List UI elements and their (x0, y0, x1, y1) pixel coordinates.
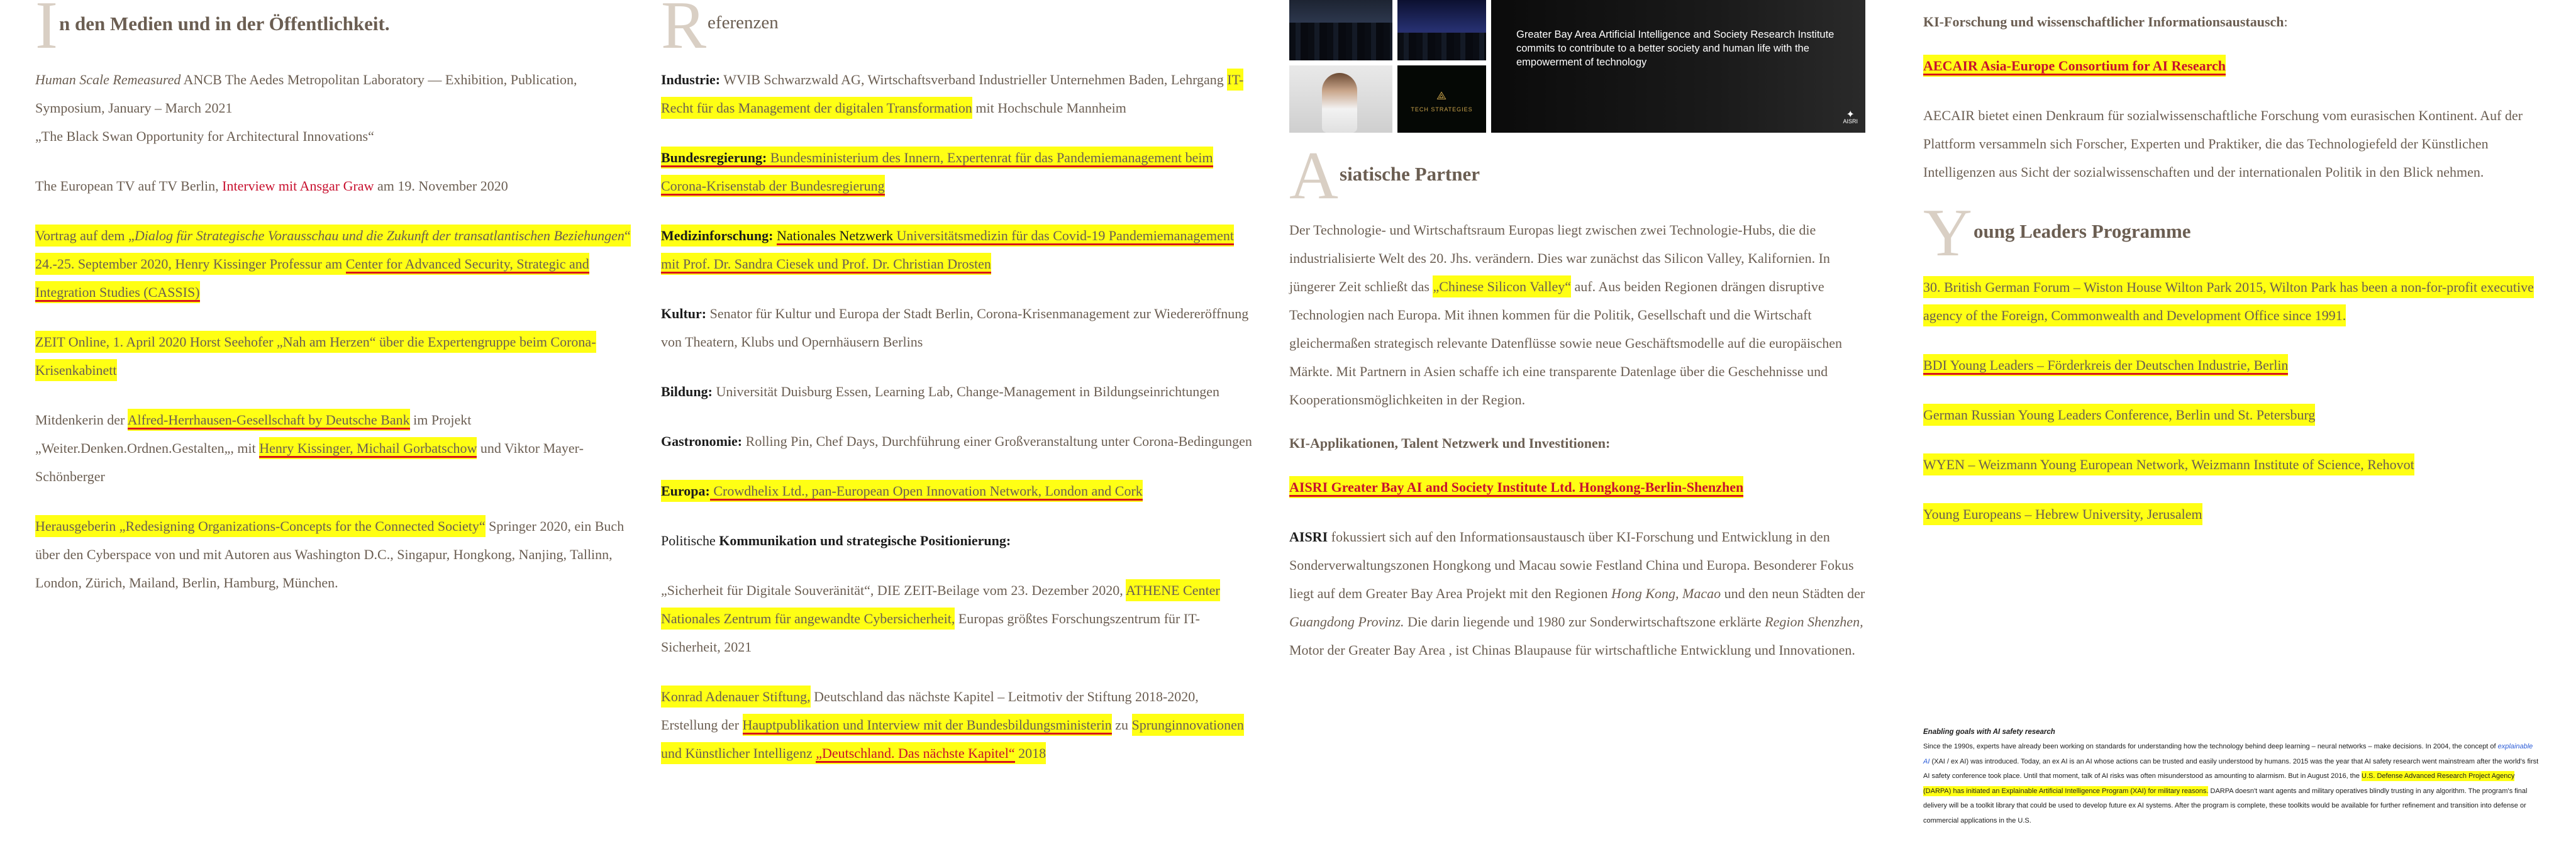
aisri-banner-image (1491, 0, 1865, 133)
section-heading-asian-partners (1289, 138, 1865, 213)
snippet-body: Since the 1990s, experts have already been working on standards for understanding how the technology behind deep learning – neural networks – make decisions. In 2004, the concept of explainable AI (XAI / ex AI) was introduced. Today, an ex AI is an AI whose actions can be trusted and easily understood by humans. 2015 was the year that AI safety research went mainstream after the world's first AI safety conference took place. Until that moment, talk of AI risks was often misunderstood as amounting to alarmism. But in August 2016, the U.S. Defense Advanced Research Project Agency (DARPA) has initiated an Explainable Artificial Intelligence Program (XAI) for military reasons. DARPA doesn't want agents and military operatives blindly trusting in any algorithm. The program's final delivery will be a toolkit library that could be used to develop future ex AI systems. After the program is complete, these toolkits would be available for further refinement and transition into defense or commercial applications in the U.S. (1923, 743, 2539, 825)
section-heading-young-leaders (1923, 196, 2540, 270)
media-entry-tv: The European TV auf TV Berlin, Interview mit Ansgar Graw am 19. November 2020 (35, 178, 508, 194)
column-research (1923, 0, 2540, 550)
ref-europa: Europa: Crowdhelix Ltd., pan-European Open Innovation Network, London and Cork (661, 477, 1255, 505)
ref-politik-heading: Politische Kommunikation und strategische Positionierung: (661, 533, 1011, 548)
tech-strategies-logo-image: ⟁ TECH STRATEGIES (1397, 65, 1486, 133)
column-asian-partners (1289, 0, 1865, 686)
ref-industrie: Industrie: WVIB Schwarzwald AG, Wirtschaftsverband Industrieller Unternehmen Baden, Lehrgang IT-Recht für das Management der digitalen Transformation mit Hochschule Mannheim (661, 65, 1255, 122)
banner-caption: Greater Bay Area Artificial Intelligence and Society Research Institute commits to contribute to a better society and human life with the empowerment of technology (1516, 29, 1835, 68)
column-media (35, 0, 636, 618)
ref-bildung: Bildung: Universität Duisburg Essen, Learning Lab, Change-Management in Bildungseinrichtungen (661, 384, 1220, 399)
column-references (661, 0, 1255, 789)
media-entry-zeit: ZEIT Online, 1. April 2020 Horst Seehofer „Nah am Herzen“ über die Expertengruppe beim Corona-Krisenkabinett (35, 328, 636, 384)
aisri-description: AISRI fokussiert sich auf den Informationsaustausch über KI-Forschung und Entwicklung in den Sonderverwaltungszonen Hongkong und Macau sowie Festland China und Europa. Besonderer Fokus liegt auf dem Greater Bay Area Projekt mit den Regionen Hong Kong, Macao und den neun Städten der Guangdong Provinz. Die darin liegende und 1980 zur Sonderwirtschaftszone erklärte Region Shenzhen, Motor der Greater Bay Area , ist Chinas Blaupause für wirtschaftliche Entwicklung und Innovationen. (1289, 529, 1865, 658)
section-heading-references (661, 0, 1255, 63)
young-leaders-item: German Russian Young Leaders Conference, Berlin und St. Petersburg (1923, 401, 2540, 429)
ref-bundesregierung: Bundesregierung: Bundesministerium des Innern, Expertenrat für das Pandemiemanagement beim Corona-Krisenstab der Bundesregierung (661, 143, 1255, 200)
hauptpublikation-link[interactable]: Hauptpublikation und Interview mit der Bundesbildungsministerin (743, 717, 1112, 735)
drop-cap: I (35, 0, 58, 63)
heading-text: n den Medien und in der Öffentlichkeit. (58, 13, 390, 35)
media-entry-book: Herausgeberin „Redesigning Organizations-Concepts for the Connected Society“ Springer 2020, ein Buch über den Cyberspace von und mit Autoren aus Washington D.C., Singapur, Hongkong, Nanjing, Tallinn, London, Zürich, Mailand, Berlin, Hamburg, München. (35, 512, 636, 597)
city-skyline-image (1289, 0, 1392, 60)
aecair-entry (1923, 52, 2540, 80)
young-leaders-item: 30. British German Forum – Wiston House Wilton Park 2015, Wilton Park has been a non-for-profit executive agency of the Foreign, Commonwealth and Development Office since 1991. (1923, 273, 2540, 330)
city-night-image (1397, 0, 1486, 60)
article-snippet (1923, 728, 2540, 828)
cassis-link[interactable]: Center for Advanced Security, Strategic and Integration Studies (CASSIS) (35, 256, 589, 302)
image-strip (1289, 0, 1865, 133)
drop-cap: R (661, 0, 707, 63)
drop-cap: Y (1923, 196, 1972, 270)
snippet-title: Enabling goals with AI safety research (1923, 728, 2055, 736)
heading-text: siatische Partner (1340, 163, 1480, 185)
explainable-ai-link[interactable]: explainable AI (1923, 743, 2533, 765)
young-leaders-item (1923, 351, 2540, 379)
heading-text: oung Leaders Programme (1974, 220, 2191, 242)
media-entry-dialog: Vortrag auf dem „Dialog für Strategische Vorausschau und die Zukunft der transatlantischen Beziehungen“ 24.-25. September 2020, Henry Kissinger Professur am Center for Advanced Security, Strategic and Integration Studies (CASSIS) (35, 221, 636, 306)
netzwerk-link[interactable]: Nationales Netzwerk (777, 228, 893, 245)
young-leaders-item: WYEN – Weizmann Young European Network, Weizmann Institute of Science, Rehovot (1923, 450, 2540, 479)
portrait-image (1289, 65, 1392, 133)
media-entry-herrhausen: Mitdenkerin der Alfred-Herrhausen-Gesellschaft by Deutsche Bank im Projekt „Weiter.Denken.Ordnen.Gestalten„, mit Henry Kissinger, Michail Gorbatschow und Viktor Mayer-Schönberger (35, 406, 636, 491)
herrhausen-link[interactable]: Alfred-Herrhausen-Gesellschaft by Deutsche Bank (128, 412, 410, 430)
bdi-link[interactable]: BDI Young Leaders – Förderkreis der Deutschen Industrie, Berlin (1923, 357, 2288, 375)
section-heading-media (35, 0, 636, 63)
drop-cap: A (1289, 138, 1338, 213)
aisri-entry (1289, 473, 1865, 501)
asia-intro: Der Technologie- und Wirtschaftsraum Europas liegt zwischen zwei Technologie-Hubs, die die industrialisierte Welt des 20. Jhs. verändern. Dies war zunächst das Silicon Valley, Kalifornien. In jüngerer Zeit schließt das „Chinese Silicon Valley“ auf. Aus beiden Regionen drängen disruptive Technologien nach Europa. Mit ihnen kommen für die Politik, Gesellschaft und die Wirtschaft gleichermaßen strategisch relevante Datenflüsse sowie neue Geschäftsmodelle auf die europäischen Märkte. Mit Partnern in Asien schaffe ich eine transparente Datenlage über die Geschehnisse und Kooperationsmöglichkeiten in der Region. (1289, 222, 1843, 408)
interview-link[interactable]: Interview mit Ansgar Graw (222, 178, 374, 194)
ref-kas: Konrad Adenauer Stiftung, Deutschland das nächste Kapitel – Leitmotiv der Stiftung 2018-2020, Erstellung der Hauptpublikation und Interview mit der Bundesbildungsministerin zu Sprunginnovationen und Künstlicher Intelligenz „Deutschland. Das nächste Kapitel“ 2018 (661, 682, 1255, 767)
ref-kultur: Kultur: Senator für Kultur und Europa der Stadt Berlin, Corona-Krisenmanagement zur Wiedereröffnung von Theatern, Klubs und Opernhäusern Berlins (661, 306, 1249, 350)
aisri-logo: ✦ AISRI (1843, 109, 1858, 125)
heading-text: eferenzen (708, 13, 779, 33)
aisri-link[interactable]: AISRI Greater Bay AI and Society Institute Ltd. Hongkong-Berlin-Shenzhen (1289, 479, 1743, 497)
ki-research-subhead: KI-Forschung und wissenschaftlicher Informationsaustausch: (1923, 14, 2288, 30)
kissinger-link[interactable]: Henry Kissinger, Michail Gorbatschow (259, 440, 477, 458)
ref-sicherheit: „Sicherheit für Digitale Souveränität“, DIE ZEIT-Beilage vom 23. Dezember 2020, ATHENE Center Nationales Zentrum für angewandte Cybersicherheit, Europas größtes Forschungszentrum für IT-Sicherheit, 2021 (661, 576, 1255, 661)
media-entry-ancb: Human Scale Remeasured ANCB The Aedes Metropolitan Laboratory — Exhibition, Publication, Symposium, January – March 2021 „The Black Swan Opportunity for Architectural Innovations“ (35, 72, 577, 144)
aecair-description: AECAIR bietet einen Denkraum für sozialwissenschaftliche Forschung vom eurasischen Kontinent. Auf der Plattform versammeln sich Forscher, Experten und Praktiker, die das Technologiefeld der Künstlichen Intelligenzen aus Sicht der sozialwissenschaften und der internationalen Politik in den Blick nehmen. (1923, 108, 2523, 180)
ref-gastronomie: Gastronomie: Rolling Pin, Chef Days, Durchführung einer Großveranstaltung unter Corona-Bedingungen (661, 433, 1252, 449)
ki-applications-subhead: KI-Applikationen, Talent Netzwerk und Investitionen: (1289, 435, 1611, 451)
young-leaders-item: Young Europeans – Hebrew University, Jerusalem (1923, 500, 2540, 528)
ref-medizinforschung: Medizinforschung: Nationales Netzwerk Universitätsmedizin für das Covid-19 Pandemiemanagement mit Prof. Dr. Sandra Ciesek und Prof. Dr. Christian Drosten (661, 221, 1255, 278)
aecair-link[interactable]: AECAIR Asia-Europe Consortium for AI Research (1923, 58, 2226, 75)
